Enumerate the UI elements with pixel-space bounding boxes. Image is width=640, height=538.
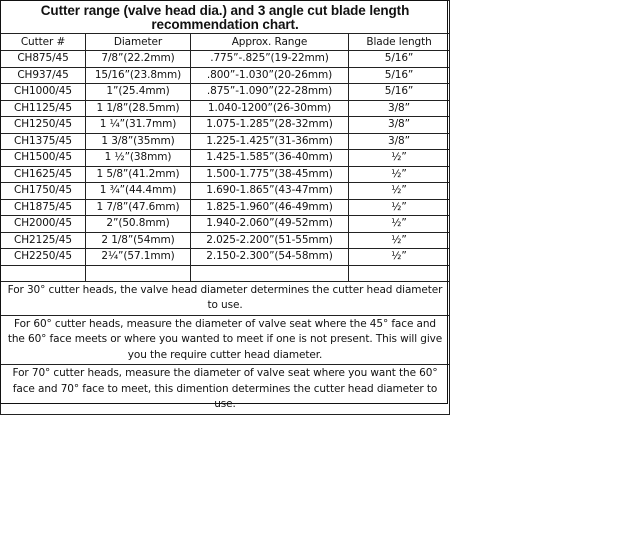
note-text: For 30° cutter heads, the valve head diameter determines the cutter head diameter to use.	[1, 281, 450, 315]
blade-length-cell: ½”	[349, 232, 450, 249]
diameter-cell: 1”(25.4mm)	[86, 84, 191, 101]
column-header-diameter: Diameter	[86, 34, 191, 51]
range-cell: 2.025-2.200”(51-55mm)	[191, 232, 349, 249]
cutter-number-cell: CH1750/45	[1, 183, 86, 200]
note-row	[1, 281, 450, 315]
empty-cell	[349, 265, 450, 281]
cutter-number-cell: CH1250/45	[1, 117, 86, 134]
blade-length-cell: ½”	[349, 216, 450, 233]
cutter-number-cell: CH875/45	[1, 51, 86, 68]
table-title: Cutter range (valve head dia.) and 3 angle cut blade length recommendation chart.	[1, 1, 450, 34]
blade-length-cell: ½”	[349, 166, 450, 183]
cutter-number-cell: CH1000/45	[1, 84, 86, 101]
diameter-cell: 2 1/8”(54mm)	[86, 232, 191, 249]
range-cell: 1.940-2.060”(49-52mm)	[191, 216, 349, 233]
table-row	[1, 67, 450, 84]
table-row	[1, 232, 450, 249]
cutter-number-cell: CH1500/45	[1, 150, 86, 167]
cutter-number-cell: CH1375/45	[1, 133, 86, 150]
table-row	[1, 166, 450, 183]
range-cell: 1.500-1.775”(38-45mm)	[191, 166, 349, 183]
blade-length-cell: ½”	[349, 199, 450, 216]
blade-length-cell: 3/8”	[349, 133, 450, 150]
diameter-cell: 1 ½”(38mm)	[86, 150, 191, 167]
empty-cell	[1, 265, 86, 281]
cutter-number-cell: CH1625/45	[1, 166, 86, 183]
diameter-cell: 1 7/8”(47.6mm)	[86, 199, 191, 216]
table-row	[1, 199, 450, 216]
range-cell: .800”-1.030”(20-26mm)	[191, 67, 349, 84]
blade-length-cell: 3/8”	[349, 100, 450, 117]
empty-cell	[191, 265, 349, 281]
blade-length-cell: 3/8”	[349, 117, 450, 134]
table-row	[1, 216, 450, 233]
range-cell: .875”-1.090”(22-28mm)	[191, 84, 349, 101]
range-cell: 2.150-2.300”(54-58mm)	[191, 249, 349, 266]
range-cell: 1.040-1200”(26-30mm)	[191, 100, 349, 117]
table-row	[1, 183, 450, 200]
table-row	[1, 249, 450, 266]
diameter-cell: 2¼”(57.1mm)	[86, 249, 191, 266]
table-row	[1, 133, 450, 150]
diameter-cell: 1 3/8”(35mm)	[86, 133, 191, 150]
diameter-cell: 2”(50.8mm)	[86, 216, 191, 233]
diameter-cell: 15/16”(23.8mm)	[86, 67, 191, 84]
note-row	[1, 365, 450, 415]
note-text: For 60° cutter heads, measure the diameter of valve seat where the 45° face and the 60° face meets or where you wanted to meet if one is not present. This will give you the require cutter head diameter.	[1, 315, 450, 365]
note-row	[1, 315, 450, 365]
blade-length-cell: 5/16”	[349, 51, 450, 68]
table-row	[1, 100, 450, 117]
title-row	[1, 1, 450, 34]
cutter-number-cell: CH937/45	[1, 67, 86, 84]
empty-row	[1, 265, 450, 281]
header-row	[1, 34, 450, 51]
range-cell: 1.690-1.865”(43-47mm)	[191, 183, 349, 200]
cutter-number-cell: CH2125/45	[1, 232, 86, 249]
table-row	[1, 84, 450, 101]
diameter-cell: 1 ¼”(31.7mm)	[86, 117, 191, 134]
blade-length-cell: 5/16”	[349, 67, 450, 84]
column-header-range: Approx. Range	[191, 34, 349, 51]
cutter-number-cell: CH1125/45	[1, 100, 86, 117]
blade-length-cell: 5/16”	[349, 84, 450, 101]
table-row	[1, 117, 450, 134]
range-cell: 1.425-1.585”(36-40mm)	[191, 150, 349, 167]
cutter-number-cell: CH2250/45	[1, 249, 86, 266]
table-row	[1, 51, 450, 68]
range-cell: 1.225-1.425”(31-36mm)	[191, 133, 349, 150]
blade-length-cell: ½”	[349, 183, 450, 200]
diameter-cell: 1 1/8”(28.5mm)	[86, 100, 191, 117]
cutter-number-cell: CH1875/45	[1, 199, 86, 216]
empty-cell	[86, 265, 191, 281]
range-cell: .775”-.825”(19-22mm)	[191, 51, 349, 68]
table-row	[1, 150, 450, 167]
range-cell: 1.075-1.285”(28-32mm)	[191, 117, 349, 134]
column-header-blade-length: Blade length	[349, 34, 450, 51]
blade-length-cell: ½”	[349, 249, 450, 266]
diameter-cell: 7/8”(22.2mm)	[86, 51, 191, 68]
note-text: For 70° cutter heads, measure the diameter of valve seat where you want the 60° face and 70° face to meet, this dimention determines the cutter head diameter to use.	[1, 365, 450, 415]
cutter-number-cell: CH2000/45	[1, 216, 86, 233]
column-header-cutter: Cutter #	[1, 34, 86, 51]
diameter-cell: 1 5/8”(41.2mm)	[86, 166, 191, 183]
diameter-cell: 1 ¾”(44.4mm)	[86, 183, 191, 200]
blade-length-cell: ½”	[349, 150, 450, 167]
range-cell: 1.825-1.960”(46-49mm)	[191, 199, 349, 216]
